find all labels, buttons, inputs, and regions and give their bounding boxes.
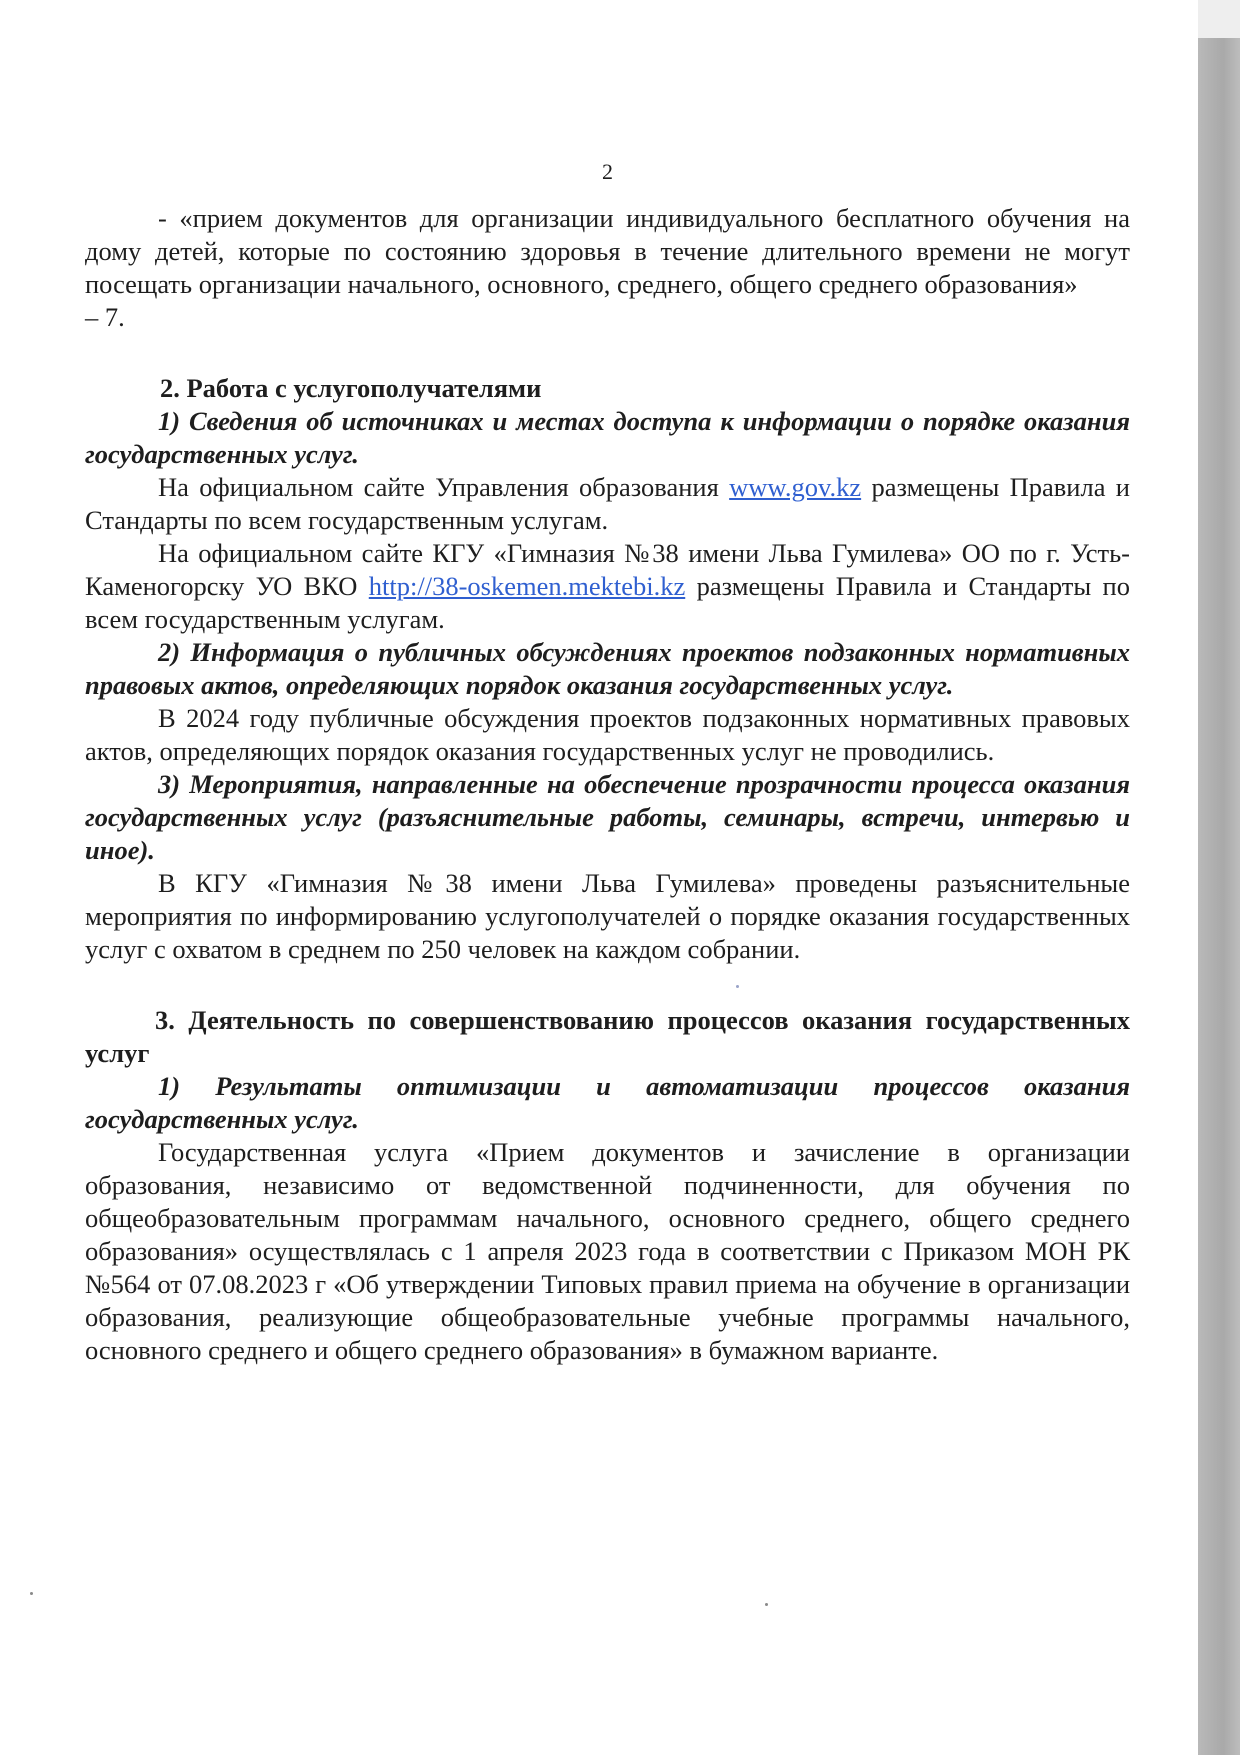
section2-sub2-heading: 2) Информация о публичных обсуждениях проектов подзаконных нормативных правовых актов, определяющих порядок оказания государственных услуг. [85, 637, 1130, 700]
gov-kz-link[interactable]: www.gov.kz [729, 472, 862, 502]
scan-speck [765, 1603, 768, 1606]
spacer [85, 966, 1130, 1004]
section2-sub3-heading: 3) Мероприятия, направленные на обеспечение прозрачности процесса оказания государственных услуг (разъяснительные работы, семинары, встречи, интервью и иное). [85, 769, 1130, 865]
section3-sub1-paragraph: Государственная услуга «Прием документов и зачисление в организации образования, независимо от ведомственной подчиненности, для обучения по общеобразовательным программам начального, основного среднего, общего среднего образования» осуществлялась с 1 апреля 2023 года в соответствии с Приказом МОН РК №564 от 07.08.2023 г «Об утверждении Типовых правил приема на обучение в организации образования, реализующие общеобразовательные учебные программы начального, основного среднего и общего среднего образования» в бумажном варианте. [85, 1137, 1130, 1365]
section2-sub1-paragraph1 [85, 471, 1130, 537]
p1-text-before: На официальном сайте Управления образования [158, 472, 730, 502]
section2-sub3-paragraph: В КГУ «Гимназия №38 имени Льва Гумилева» проведены разъяснительные мероприятия по информированию услугополучателей о порядке оказания государственных услуг с охватом в среднем по 250 человек на каждом собрании. [85, 868, 1130, 964]
p1-text-after: размещены Правила и Стандарты по всем государственным услугам. [85, 472, 1130, 535]
school-site-link[interactable]: http://38-oskemen.mektebi.kz [368, 571, 686, 601]
section2-title: 2. Работа с услугополучателями [160, 373, 542, 403]
section2-sub1-heading: 1) Сведения об источниках и местах доступа к информации о порядке оказания государственных услуг. [85, 406, 1130, 469]
scan-edge-shadow [1198, 38, 1240, 1755]
intro-count: – 7. [85, 302, 125, 332]
p2-text-after: размещены Правила и Стандарты по всем государственным услугам. [85, 571, 1130, 634]
scan-speck [736, 985, 739, 988]
document-page [85, 155, 1130, 1367]
section2-sub1-paragraph2 [85, 537, 1130, 636]
spacer [85, 334, 1130, 372]
page-number: 2 [602, 159, 613, 184]
intro-text: - «прием документов для организации индивидуального бесплатного обучения на дому детей, которые по состоянию здоровья в течение длительного времени не могут посещать организации начального, основного, среднего, общего среднего образования» [85, 203, 1130, 299]
section3-title: 3. Деятельность по совершенствованию процессов оказания государственных услуг [85, 1005, 1130, 1068]
section2-sub2-paragraph: В 2024 году публичные обсуждения проектов подзаконных нормативных правовых актов, определяющих порядок оказания государственных услуг не проводились. [85, 703, 1130, 766]
section3-sub1-heading: 1) Результаты оптимизации и автоматизации процессов оказания государственных услуг. [85, 1071, 1130, 1134]
p2-text-before: На официальном сайте КГУ «Гимназия №38 имени Льва Гумилева» ОО по г. Усть-Каменогорску УО ВКО [85, 538, 1130, 601]
scan-edge-top [1198, 0, 1240, 38]
scan-speck [30, 1592, 33, 1595]
intro-paragraph [85, 202, 1130, 301]
